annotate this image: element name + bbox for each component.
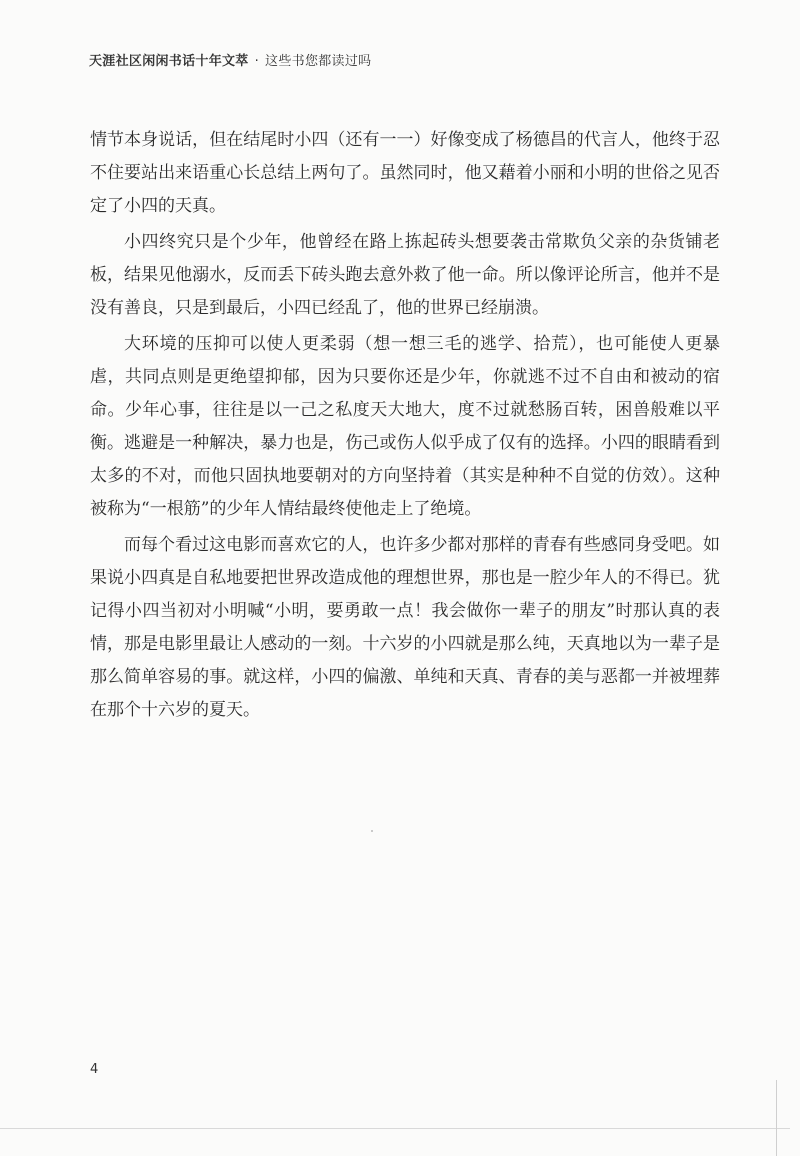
article-body	[90, 124, 720, 730]
book-subtitle: 这些书您都读过吗	[265, 54, 372, 69]
paragraph: 小四终究只是个少年，他曾经在路上拣起砖头想要袭击常欺负父亲的杂货铺老板，结果见他溺水，反而丢下砖头跑去意外救了他一命。所以像评论所言，他并不是没有善良，只是到最后，小四已经乱了，他的世界已经崩溃。	[90, 232, 720, 318]
book-title: 天涯社区闲闲书话十年文萃	[89, 54, 249, 69]
paragraph-continued: 情节本身说话，但在结尾时小四（还有一一）好像变成了杨德昌的代言人，他终于忍不住要站出来语重心长总结上两句了。虽然同时，他又藉着小丽和小明的世俗之见否定了小四的天真。	[90, 130, 720, 216]
paragraph: 而每个看过这电影而喜欢它的人，也许多少都对那样的青春有些感同身受吧。如果说小四真是自私地要把世界改造成他的理想世界，那也是一腔少年人的不得已。犹记得小四当初对小明喊“小明，要勇敢一点！我会做你一辈子的朋友”时那认真的表情，那是电影里最让人感动的一刻。十六岁的小四就是那么纯，天真地以为一辈子是那么简单容易的事。就这样，小四的偏激、单纯和天真、青春的美与恶都一并被埋葬在那个十六岁的夏天。	[90, 535, 720, 720]
scan-speck	[371, 830, 373, 832]
page-number: 4	[90, 1062, 99, 1077]
paragraph: 大环境的压抑可以使人更柔弱（想一想三毛的逃学、拾荒），也可能使人更暴虐，共同点则是更绝望抑郁，因为只要你还是少年，你就逃不过不自由和被动的宿命。少年心事，往往是以一己之私度天大地大，度不过就愁肠百转，困兽般难以平衡。逃避是一种解决，暴力也是，伤己或伤人似乎成了仅有的选择。小四的眼睛看到太多的不对，而他只固执地要朝对的方向坚持着（其实是种种不自觉的仿效）。这种被称为“一根筋”的少年人情结最终使他走上了绝境。	[90, 334, 720, 519]
header-separator: ·	[254, 54, 260, 69]
running-header	[89, 50, 371, 69]
scan-bottom-edge	[0, 1128, 790, 1129]
scan-right-edge	[776, 1080, 777, 1156]
